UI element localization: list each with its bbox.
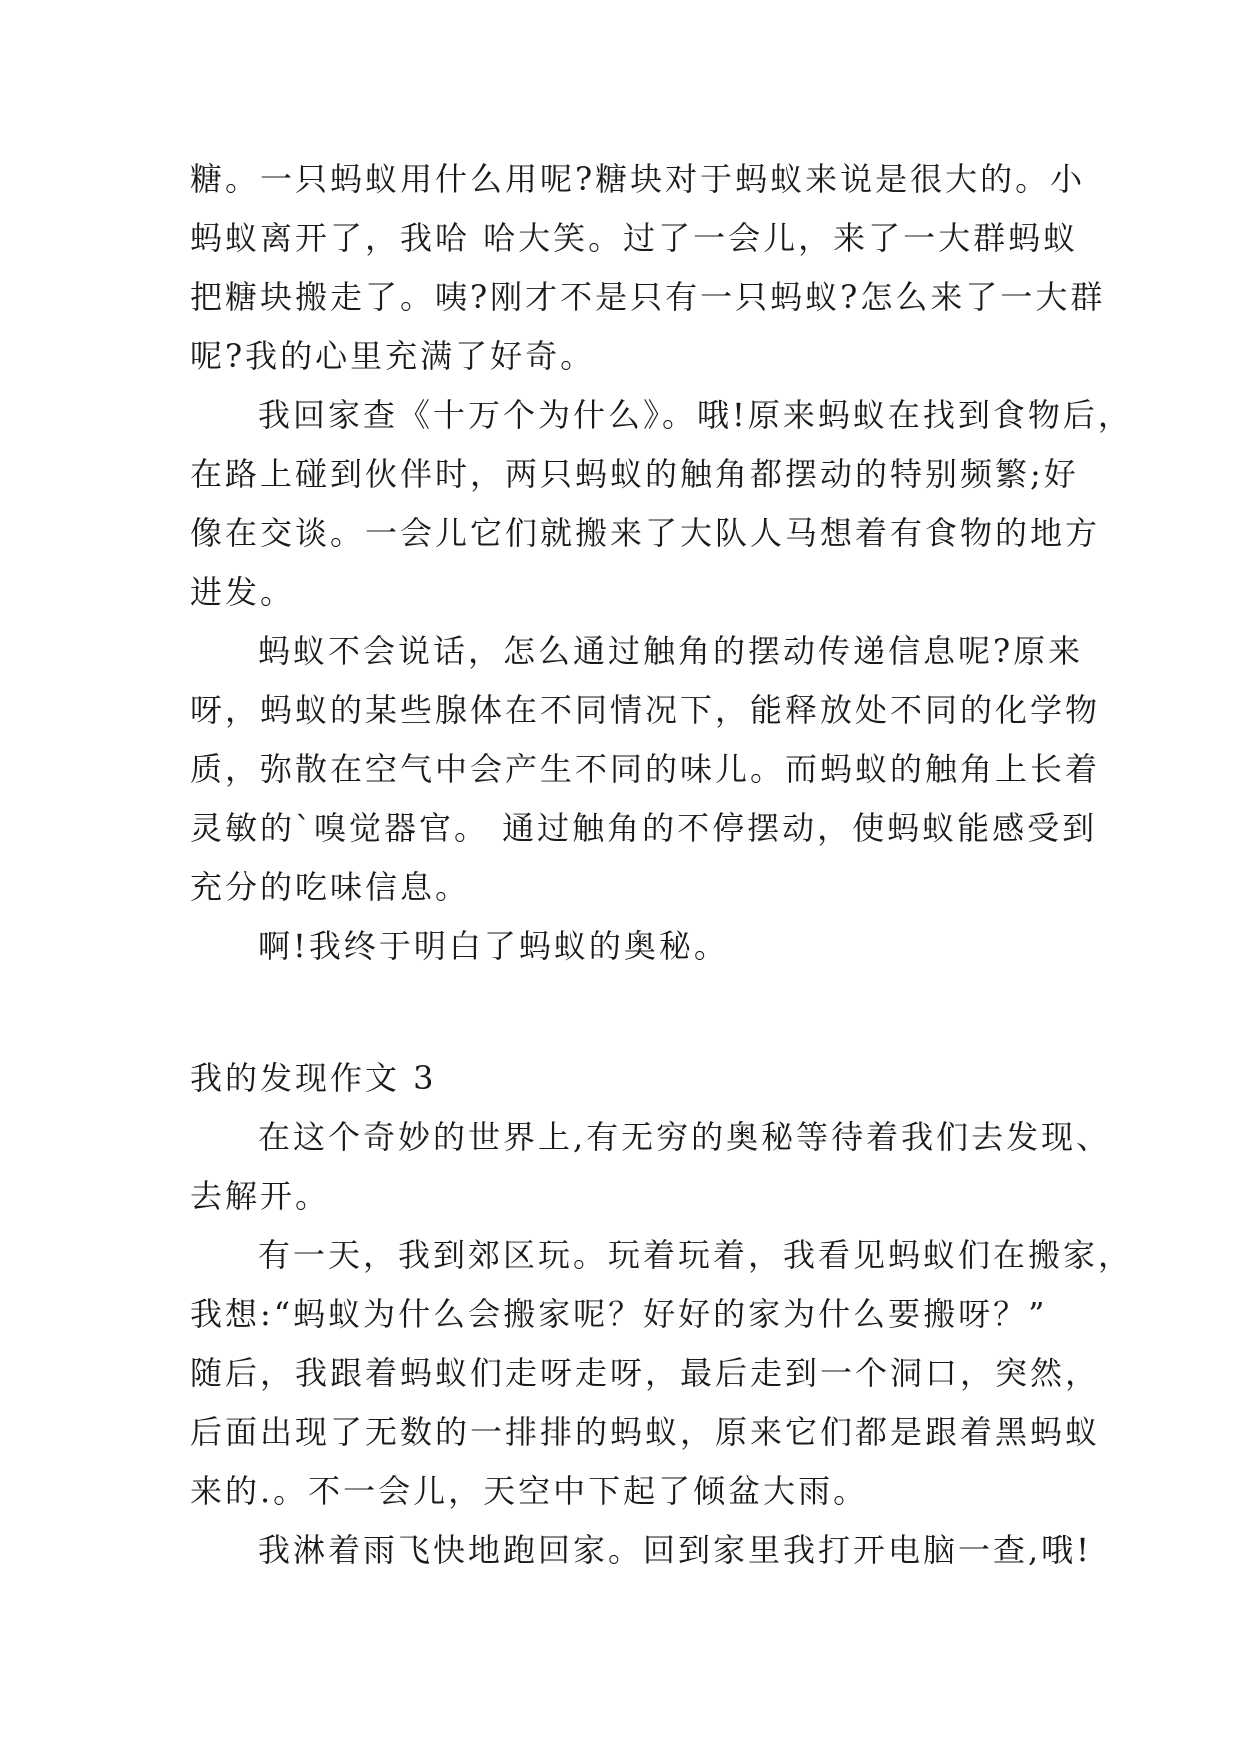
text-line: 有一天，我到郊区玩。玩着玩着，我看见蚂蚁们在搬家， bbox=[258, 1236, 1134, 1274]
document-body bbox=[190, 150, 1134, 1580]
text-line: 我回家查《十万个为什么》。哦!原来蚂蚁在找到食物后， bbox=[258, 396, 1133, 434]
text-line: 随后，我跟着蚂蚁们走呀走呀，最后走到一个洞口，突然， bbox=[190, 1354, 1101, 1392]
text-line: 我淋着雨飞快地跑回家。回到家里我打开电脑一查,哦! bbox=[258, 1531, 1093, 1569]
text-line: 糖。一只蚂蚁用什么用呢?糖块对于蚂蚁来说是很大的。小 bbox=[190, 160, 1086, 198]
text-line: 灵敏的`嗅觉器官。 通过触角的不停摆动，使蚂蚁能感受到 bbox=[190, 809, 1098, 847]
text-line: 充分的吃味信息。 bbox=[190, 868, 471, 906]
text-line: 呀，蚂蚁的某些腺体在不同情况下，能释放处不同的化学物 bbox=[190, 691, 1101, 729]
text-line: 我想:“蚂蚁为什么会搬家呢？好好的家为什么要搬呀？” bbox=[190, 1295, 1048, 1333]
text-line: 去解开。 bbox=[190, 1177, 331, 1215]
text-line: 质，弥散在空气中会产生不同的味儿。而蚂蚁的触角上长着 bbox=[190, 750, 1101, 788]
text-line: 把糖块搬走了。咦?刚才不是只有一只蚂蚁?怎么来了一大群 bbox=[190, 278, 1106, 316]
section-gap bbox=[190, 976, 1070, 1049]
text-line: 在这个奇妙的世界上,有无穷的奥秘等待着我们去发现、 bbox=[258, 1118, 1112, 1156]
text-line: 啊!我终于明白了蚂蚁的奥秘。 bbox=[258, 927, 729, 965]
text-line: 在路上碰到伙伴时，两只蚂蚁的触角都摆动的特别频繁;好 bbox=[190, 455, 1079, 493]
text-line: 进发。 bbox=[190, 573, 296, 611]
text-line: 蚂蚁不会说话，怎么通过触角的摆动传递信息呢?原来 bbox=[258, 632, 1084, 670]
section-title: 我的发现作文 3 bbox=[190, 1059, 437, 1097]
text-line: 来的.。不一会儿，天空中下起了倾盆大雨。 bbox=[190, 1472, 869, 1510]
text-line: 蚂蚁离开了，我哈 哈大笑。过了一会儿，来了一大群蚂蚁 bbox=[190, 219, 1079, 257]
text-line: 后面出现了无数的一排排的蚂蚁，原来它们都是跟着黑蚂蚁 bbox=[190, 1413, 1101, 1451]
text-line: 呢?我的心里充满了好奇。 bbox=[190, 337, 596, 375]
text-line: 像在交谈。一会儿它们就搬来了大队人马想着有食物的地方 bbox=[190, 514, 1101, 552]
